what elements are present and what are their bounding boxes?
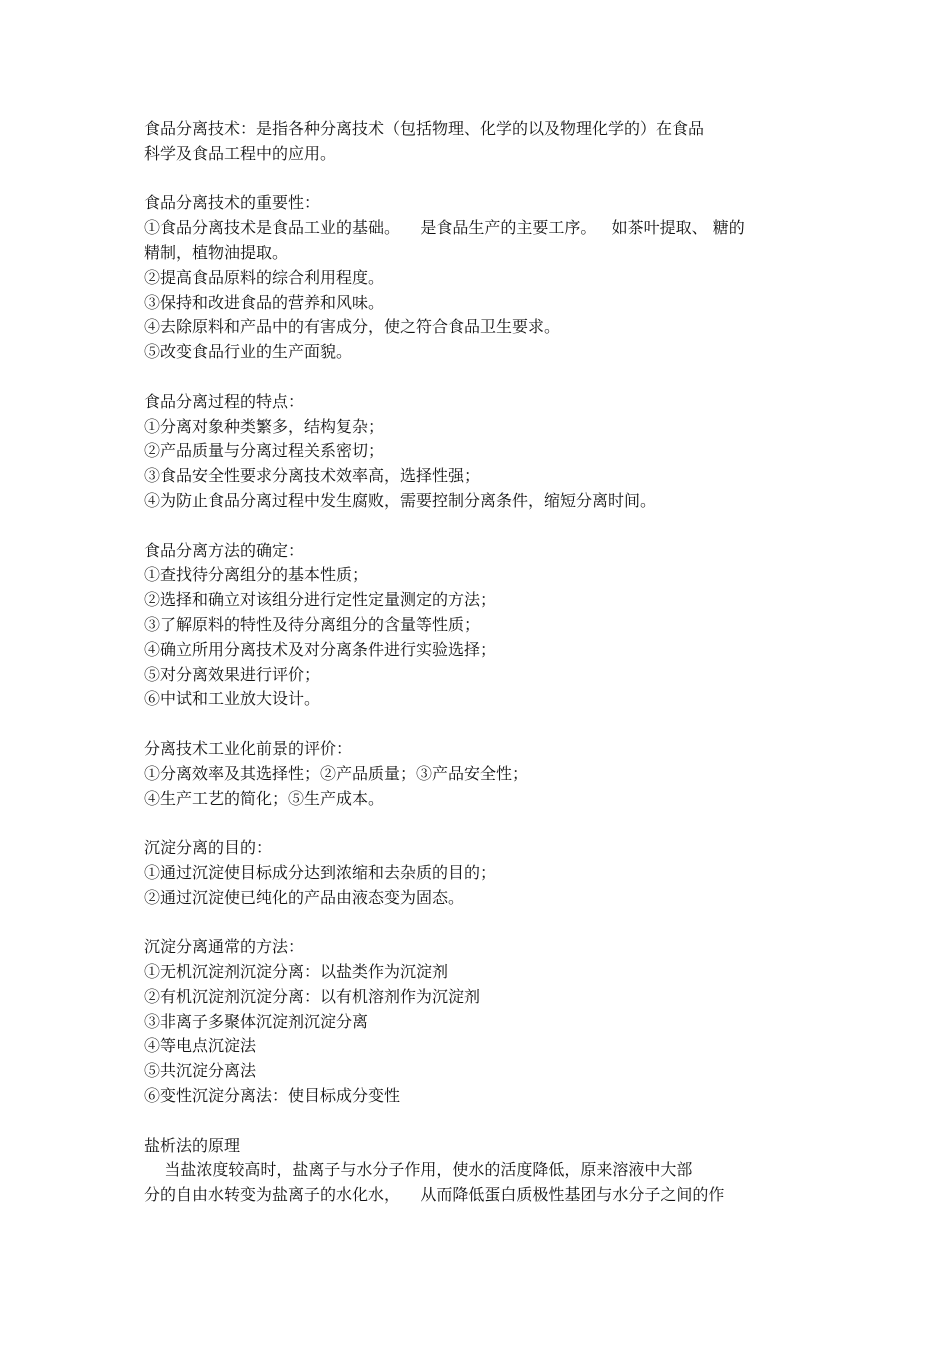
intro-line-2: 科学及食品工程中的应用。: [144, 143, 337, 163]
section-heading-evaluation: 分离技术工业化前景的评价：: [144, 738, 353, 758]
evaluation-line-1: ①分离效率及其选择性；②产品质量；③产品安全性；: [144, 763, 529, 783]
importance-item-5: ⑤改变食品行业的生产面貌。: [144, 342, 353, 362]
importance-item-2: ②提高食品原料的综合利用程度。: [144, 267, 385, 287]
section-heading-method: 食品分离方法的确定：: [144, 540, 305, 560]
evaluation-line-2: ④生产工艺的简化；⑤生产成本。: [144, 788, 385, 808]
section-heading-importance: 食品分离技术的重要性：: [144, 193, 321, 213]
paragraph-gap: [144, 1109, 824, 1134]
method-item-1: ①查找待分离组分的基本性质；: [144, 565, 369, 585]
purpose-item-1: ①通过沉淀使目标成分达到浓缩和去杂质的目的；: [144, 862, 497, 882]
purpose-item-2: ②通过沉淀使已纯化的产品由液态变为固态。: [144, 887, 465, 907]
importance-item-3: ③保持和改进食品的营养和风味。: [144, 292, 385, 312]
paragraph-gap: [144, 365, 824, 390]
saltingout-line-2: 分的自由水转变为盐离子的水化水， 从而降低蛋白质极性基团与水分子之间的作: [144, 1185, 725, 1205]
section-heading-purpose: 沉淀分离的目的：: [144, 838, 273, 858]
method-item-2: ②选择和确立对该组分进行定性定量测定的方法；: [144, 590, 497, 610]
method-item-3: ③了解原料的特性及待分离组分的含量等性质；: [144, 614, 481, 634]
document-page: [144, 117, 824, 1208]
features-item-1: ①分离对象种类繁多，结构复杂；: [144, 416, 385, 436]
methods-item-6: ⑥变性沉淀分离法：使目标成分变性: [144, 1086, 401, 1106]
section-heading-methods: 沉淀分离通常的方法：: [144, 937, 305, 957]
paragraph-gap: [144, 712, 824, 737]
importance-item-1: ①食品分离技术是食品工业的基础。 是食品生产的主要工序。 如茶叶提取、 糖的: [144, 218, 745, 238]
intro-line-1: 食品分离技术：是指各种分离技术（包括物理、化学的以及物理化学的）在食品: [144, 119, 705, 138]
section-heading-saltingout: 盐析法的原理: [144, 1135, 241, 1155]
importance-item-1-cont: 精制，植物油提取。: [144, 242, 289, 262]
paragraph-gap: [144, 167, 824, 192]
methods-item-5: ⑤共沉淀分离法: [144, 1061, 257, 1081]
methods-item-1: ①无机沉淀剂沉淀分离：以盐类作为沉淀剂: [144, 962, 449, 982]
method-item-6: ⑥中试和工业放大设计。: [144, 689, 321, 709]
features-item-4: ④为防止食品分离过程中发生腐败，需要控制分离条件，缩短分离时间。: [144, 490, 657, 510]
saltingout-line-1: 当盐浓度较高时，盐离子与水分子作用，使水的活度降低，原来溶液中大部: [144, 1160, 693, 1180]
paragraph-gap: [144, 911, 824, 936]
paragraph-gap: [144, 514, 824, 539]
method-item-5: ⑤对分离效果进行评价；: [144, 664, 321, 684]
method-item-4: ④确立所用分离技术及对分离条件进行实验选择；: [144, 639, 497, 659]
features-item-2: ②产品质量与分离过程关系密切；: [144, 441, 385, 461]
features-item-3: ③食品安全性要求分离技术效率高，选择性强；: [144, 466, 481, 486]
paragraph-gap: [144, 811, 824, 836]
methods-item-4: ④等电点沉淀法: [144, 1036, 257, 1056]
methods-item-3: ③非离子多聚体沉淀剂沉淀分离: [144, 1011, 369, 1031]
importance-item-4: ④去除原料和产品中的有害成分，使之符合食品卫生要求。: [144, 317, 561, 337]
section-heading-features: 食品分离过程的特点：: [144, 391, 305, 411]
methods-item-2: ②有机沉淀剂沉淀分离：以有机溶剂作为沉淀剂: [144, 986, 481, 1006]
